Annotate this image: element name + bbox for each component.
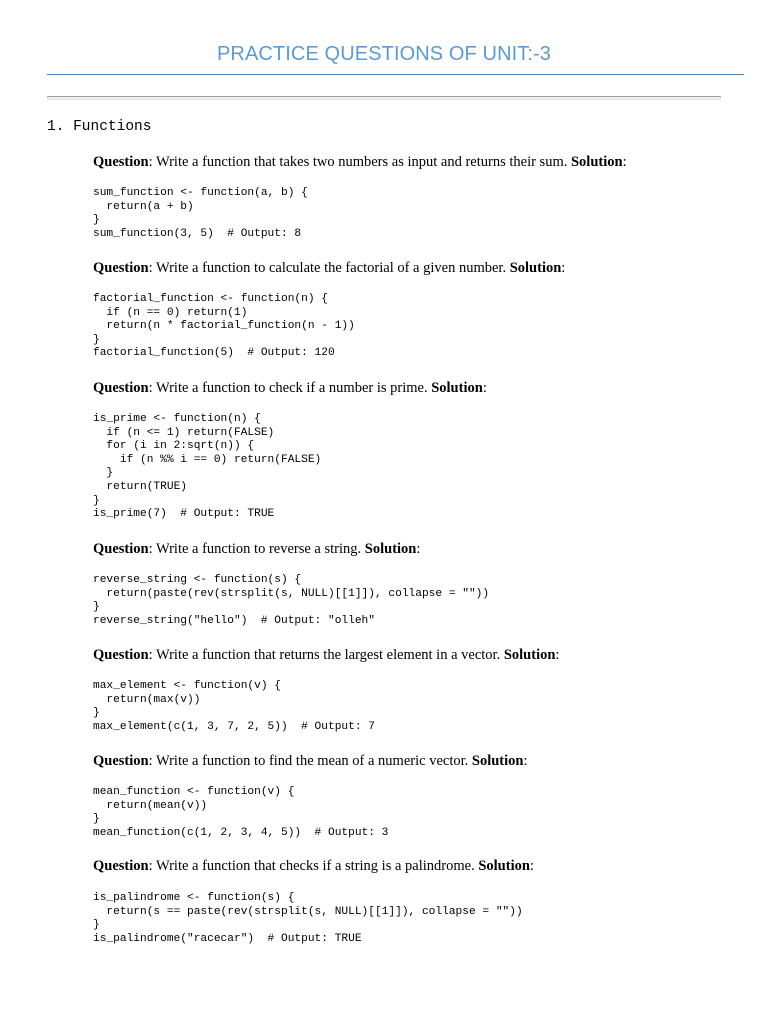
code-block: reverse_string <- function(s) { return(paste(rev(strsplit(s, NULL)[[1]]), collapse = "")) } reverse_string("hello") # Output: "olleh" [93, 574, 490, 627]
section-number: 1. [47, 119, 65, 135]
question-body: : Write a function that checks if a string is a palindrome. [148, 858, 479, 874]
section-heading [47, 119, 151, 135]
solution-label: Solution [478, 858, 530, 874]
title-underline [47, 74, 744, 75]
code-block: factorial_function <- function(n) { if (n == 0) return(1) return(n * factorial_function(n - 1)) } factorial_function(5) # Output: 120 [93, 293, 355, 360]
section-title: Functions [73, 119, 152, 135]
question-body: : Write a function to calculate the factorial of a given number. [148, 260, 510, 276]
question-text: Question: Write a function to find the mean of a numeric vector. Solution: [93, 753, 528, 769]
code-block: mean_function <- function(v) { return(mean(v)) } mean_function(c(1, 2, 3, 4, 5)) # Output: 3 [93, 786, 389, 839]
question-label: Question [93, 858, 149, 874]
solution-label: Solution [364, 541, 417, 557]
solution-label: Solution [431, 380, 483, 396]
question-body: : Write a function to find the mean of a numeric vector. [148, 753, 472, 769]
question-text: Question: Write a function that returns the largest element in a vector. Solution: [93, 647, 560, 663]
question-text: Question: Write a function that takes two numbers as input and returns their sum. Solution: [93, 154, 627, 170]
question-label: Question [93, 541, 149, 557]
question-label: Question [93, 753, 149, 769]
question-text: Question: Write a function that checks if a string is a palindrome. Solution: [93, 858, 534, 874]
code-block: max_element <- function(v) { return(max(v)) } max_element(c(1, 3, 7, 2, 5)) # Output: 7 [93, 680, 375, 733]
code-block: is_palindrome <- function(s) { return(s == paste(rev(strsplit(s, NULL)[[1]]), collapse = "")) } is_palindrome("racecar") # Output: TRUE [93, 892, 523, 945]
question-label: Question [93, 647, 149, 663]
question-text: Question: Write a function to reverse a string. Solution: [93, 541, 421, 557]
solution-label: Solution [471, 753, 524, 769]
question-body: : Write a function that returns the largest element in a vector. [148, 647, 504, 663]
horizontal-divider [47, 96, 721, 100]
question-text: Question: Write a function to check if a number is prime. Solution: [93, 380, 487, 396]
solution-label: Solution [509, 260, 562, 276]
page-title: PRACTICE QUESTIONS OF UNIT:-3 [216, 43, 552, 65]
question-label: Question [93, 380, 149, 396]
question-text: Question: Write a function to calculate the factorial of a given number. Solution: [93, 260, 566, 276]
solution-label: Solution [503, 647, 556, 663]
question-body: : Write a function to reverse a string. [148, 541, 365, 557]
question-body: : Write a function to check if a number is prime. [148, 380, 432, 396]
solution-label: Solution [570, 154, 623, 170]
question-label: Question [93, 260, 149, 276]
code-block: is_prime <- function(n) { if (n <= 1) return(FALSE) for (i in 2:sqrt(n)) { if (n %% i == 0) return(FALSE) } return(TRUE) } is_prime(7) # Output: TRUE [93, 413, 322, 521]
question-label: Question [93, 154, 149, 170]
code-block: sum_function <- function(a, b) { return(a + b) } sum_function(3, 5) # Output: 8 [93, 187, 308, 240]
question-body: : Write a function that takes two numbers as input and returns their sum. [148, 154, 571, 170]
